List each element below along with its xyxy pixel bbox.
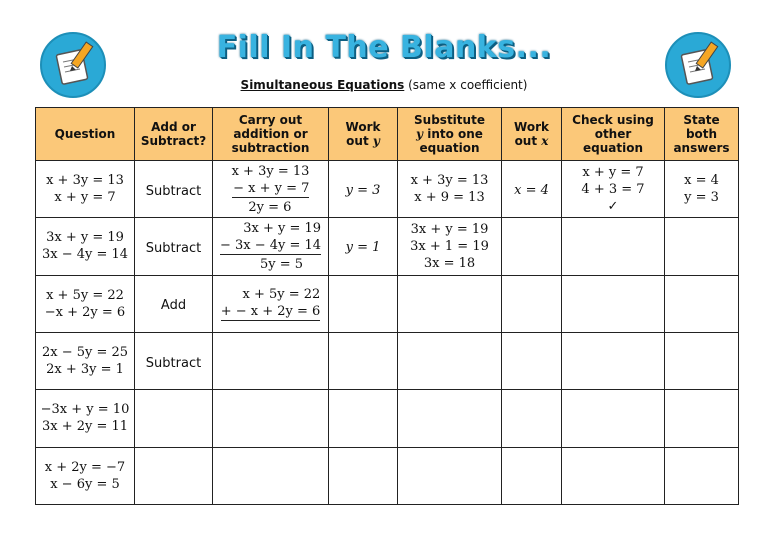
question-lines: [36, 344, 134, 378]
question-line: 3x + y = 19: [46, 230, 124, 246]
table-row: [36, 218, 739, 275]
answers-cell[interactable]: [665, 161, 739, 218]
table-row: [36, 275, 739, 332]
worksheet-table: [35, 107, 739, 505]
substitute-cell[interactable]: [398, 390, 502, 447]
answers-cell[interactable]: [665, 275, 739, 332]
substitute-line: x + 9 = 13: [414, 190, 485, 206]
work-out-y-cell[interactable]: [329, 332, 398, 389]
check-line: 4 + 3 = 7: [581, 181, 645, 197]
substitute-lines: [398, 221, 501, 272]
work-out-x-cell[interactable]: [502, 275, 562, 332]
substitute-line: 3x + y = 19: [410, 221, 489, 237]
operation-cell[interactable]: [135, 218, 213, 275]
work-out-y-cell[interactable]: [329, 218, 398, 275]
check-cell[interactable]: [562, 218, 665, 275]
working-line: x + 3y = 13: [231, 163, 310, 179]
answers-cell[interactable]: [665, 218, 739, 275]
work-out-y-cell[interactable]: [329, 161, 398, 218]
operation-answer: Add: [160, 298, 187, 314]
check-cell[interactable]: [562, 275, 665, 332]
question-lines: [36, 287, 134, 321]
question-cell: [36, 390, 135, 447]
table-row: [36, 390, 739, 447]
substitute-cell[interactable]: [398, 332, 502, 389]
answers-cell[interactable]: [665, 390, 739, 447]
check-cell[interactable]: [562, 161, 665, 218]
working-cell[interactable]: [213, 447, 329, 504]
check-cell[interactable]: [562, 332, 665, 389]
substitute-line: 3x = 18: [423, 255, 476, 271]
question-cell: [36, 161, 135, 218]
operation-cell[interactable]: [135, 390, 213, 447]
question-lines: [36, 459, 134, 493]
working-lines: [221, 286, 321, 322]
question-line: x + 2y = −7: [44, 459, 126, 475]
header-work-out-x: Work out x: [502, 108, 562, 161]
header-add-or-subtract: Add or Subtract?: [135, 108, 213, 161]
header-check: Check using other equation: [562, 108, 665, 161]
check-cell[interactable]: [562, 390, 665, 447]
y-answer: y = 3: [345, 183, 381, 199]
operation-cell[interactable]: [135, 447, 213, 504]
header-row: [36, 108, 739, 161]
working-cell[interactable]: [213, 390, 329, 447]
question-cell: [36, 218, 135, 275]
work-out-x-cell[interactable]: [502, 161, 562, 218]
question-line: 2x − 5y = 25: [41, 345, 129, 361]
question-line: −x + 2y = 6: [44, 304, 126, 320]
x-answer: x = 4: [514, 183, 549, 199]
substitute-cell[interactable]: [398, 161, 502, 218]
table-row: [36, 447, 739, 504]
work-out-y-cell[interactable]: [329, 447, 398, 504]
working-line: 2y = 6: [248, 199, 292, 215]
check-lines: [562, 164, 664, 215]
question-cell: [36, 447, 135, 504]
working-lines: [232, 163, 310, 216]
question-lines: [36, 172, 134, 206]
substitute-line: x + 3y = 13: [410, 173, 489, 189]
working-line: 3x + y = 19: [243, 220, 322, 236]
operation-cell[interactable]: [135, 275, 213, 332]
question-line: 2x + 3y = 1: [46, 362, 124, 378]
working-line: 5y = 5: [260, 256, 304, 272]
working-cell[interactable]: [213, 161, 329, 218]
table-row: [36, 332, 739, 389]
working-line: − x + y = 7: [233, 180, 310, 196]
question-line: x − 6y = 5: [50, 476, 120, 492]
operation-answer: Subtract: [145, 355, 202, 371]
work-out-y-cell[interactable]: [329, 275, 398, 332]
substitute-cell[interactable]: [398, 447, 502, 504]
question-line: x + 5y = 22: [46, 287, 124, 303]
work-out-x-cell[interactable]: [502, 332, 562, 389]
substitute-lines: [398, 172, 501, 206]
working-cell[interactable]: [213, 332, 329, 389]
question-line: 3x + 2y = 11: [41, 419, 129, 435]
working-line: x + 5y = 22: [242, 286, 321, 302]
substitute-cell[interactable]: [398, 275, 502, 332]
page-subtitle: [0, 78, 768, 92]
subtitle-topic: Simultaneous Equations: [240, 78, 405, 92]
question-cell: [36, 275, 135, 332]
header-state-answers: State both answers: [665, 108, 739, 161]
operation-answer: Subtract: [145, 183, 202, 199]
question-line: 3x − 4y = 14: [41, 247, 129, 263]
question-line: x + 3y = 13: [46, 173, 124, 189]
subtitle-note: (same x coefficient): [408, 78, 528, 92]
answers-line: y = 3: [684, 190, 719, 206]
work-out-y-cell[interactable]: [329, 390, 398, 447]
question-lines: [36, 401, 134, 435]
substitute-line: 3x + 1 = 19: [410, 238, 489, 254]
answers-cell[interactable]: [665, 332, 739, 389]
operation-answer: Subtract: [145, 240, 202, 256]
working-line: + − x + 2y = 6: [220, 303, 321, 319]
working-line: − 3x − 4y = 14: [219, 237, 322, 253]
answers-cell[interactable]: [665, 447, 739, 504]
header-carry-out: Carry out addition or subtraction: [213, 108, 329, 161]
work-out-x-cell[interactable]: [502, 390, 562, 447]
answers-lines: [665, 172, 738, 206]
working-cell[interactable]: [213, 218, 329, 275]
check-line: ✓: [607, 198, 619, 214]
question-lines: [36, 229, 134, 263]
check-cell[interactable]: [562, 447, 665, 504]
table-row: [36, 161, 739, 218]
y-answer: y = 1: [345, 240, 381, 256]
question-line: x + y = 7: [54, 190, 116, 206]
header-work-out-y: Work out y: [329, 108, 398, 161]
work-out-x-cell[interactable]: [502, 447, 562, 504]
check-line: x + y = 7: [582, 164, 644, 180]
question-cell: [36, 332, 135, 389]
working-lines: [220, 220, 321, 273]
working-cell[interactable]: [213, 275, 329, 332]
operation-cell[interactable]: [135, 161, 213, 218]
substitute-cell[interactable]: [398, 218, 502, 275]
header-substitute: Substitute y into one equation: [398, 108, 502, 161]
work-out-x-cell[interactable]: [502, 218, 562, 275]
question-line: −3x + y = 10: [40, 402, 130, 418]
page-title: Fill In The Blanks...: [216, 30, 552, 65]
answers-line: x = 4: [684, 173, 719, 189]
operation-cell[interactable]: [135, 332, 213, 389]
header-question: Question: [36, 108, 135, 161]
